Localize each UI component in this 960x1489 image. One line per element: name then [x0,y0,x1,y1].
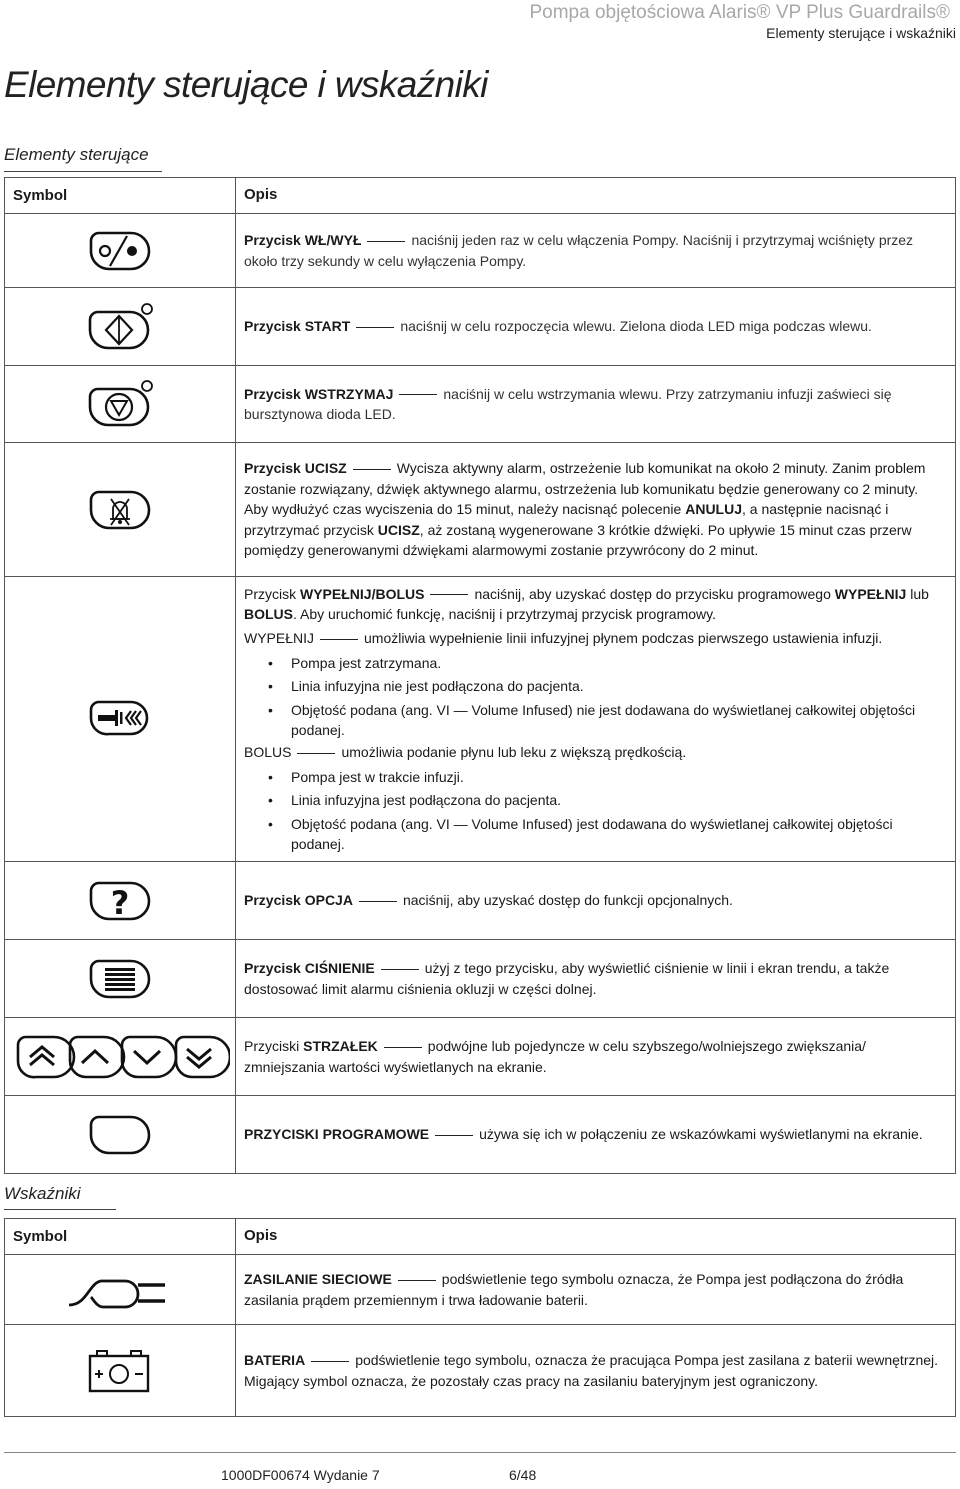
symbol-cell [5,214,236,288]
description-cell [236,1325,956,1417]
double-down-arrow-icon [176,1037,230,1077]
prime-wyp-label: WYPEŁNIJ [244,630,315,647]
table-row-onoff [5,214,956,288]
start-text: naciśnij w celu rozpoczęcia wlewu. Zielona dioda LED miga podczas wlewu. [400,318,872,335]
symbol-column-header: Symbol [5,178,236,214]
battery-label: BATERIA [244,1352,306,1369]
mute-text-2: , a następnie nacisnąć i przytrzymać przycisk [244,501,889,538]
arrow-keys-icon [14,1033,230,1081]
list-item: • Objętość podana (ang. VI — Volume Infused) jest dodawana do wyświetlanej całkowitej objętości podanej. [244,814,945,855]
battery-icon [87,1348,153,1394]
table-row-stop [5,366,956,443]
description-cell [236,1255,956,1325]
symbol-cell [5,577,236,862]
bolus-text: umożliwia podanie płynu lub leku z większą prędkością. [341,744,687,761]
controls-section-title: Elementy sterujące [4,145,149,164]
prime-wypelnij: WYPEŁNIJ [834,585,907,602]
stop-text: naciśnij w celu wstrzymania wlewu. Przy zatrzymaniu infuzji zaświeci się bursztynowa dioda LED. [244,385,892,422]
controls-section-rule [4,171,162,172]
prime-end: . Aby uruchomić funkcję, naciśnij i przytrzymaj przycisk programowy. [293,605,716,622]
footer-rule [4,1452,956,1453]
prime-paragraph-1 [244,584,945,625]
single-up-arrow-icon [70,1037,124,1077]
symbol-cell [5,940,236,1018]
table-row-arrows [5,1018,956,1096]
table-row-softkeys [5,1096,956,1174]
table-row-option [5,862,956,940]
description-cell [236,1096,956,1174]
arrows-label: STRZAŁEK [303,1038,378,1055]
description-cell [236,940,956,1018]
arrows-pre: Przyciski [244,1038,304,1055]
symbol-cell [5,1255,236,1325]
start-label: Przycisk START [244,318,351,335]
mute-ucisz: UCISZ [377,521,420,538]
start-icon [84,302,156,352]
prime-bullet-list [244,653,945,741]
controls-table [4,177,956,1174]
description-cell [236,577,956,862]
table-row-mute [5,443,956,577]
mute-alarm-icon [85,487,155,533]
mute-anuluj: ANULUJ [685,501,742,518]
bolus-label: BOLUS [244,744,292,761]
description-cell [236,214,956,288]
table-row-pressure [5,940,956,1018]
single-down-arrow-icon [122,1037,176,1077]
symbol-cell [5,1018,236,1096]
symbol-cell [5,288,236,366]
battery-text: podświetlenie tego symbolu, oznacza że pracująca Pompa jest zasilana z baterii wewnętrznej. Migający symbol oznacza, że pozostały czas pracy na zasilaniu bateryjnym jest ograniczony. [244,1352,939,1389]
prime-bolus: BOLUS [244,605,293,622]
document-product-header: Pompa objętościowa Alaris® VP Plus Guardrails® [529,2,950,23]
description-column-header: Opis [236,178,956,214]
bolus-paragraph [244,742,945,762]
description-cell [236,443,956,577]
list-item: • Pompa jest w trakcie infuzji. [244,767,945,787]
pressure-label: Przycisk CIŚNIENIE [244,960,375,977]
svg-text:?: ? [110,883,130,922]
option-label: Przycisk OPCJA [244,892,353,909]
question-mark-icon [85,878,155,924]
footer-page-number: 6/48 [509,1467,537,1483]
symbol-cell [5,1096,236,1174]
option-text: naciśnij, aby uzyskać dostęp do funkcji opcjonalnych. [402,892,733,909]
softkeys-label: PRZYCISKI PROGRAMOWE [244,1126,430,1143]
indicators-section-rule [4,1209,116,1210]
bolus-bullet-list [244,767,945,855]
prime-lub: lub [906,585,929,602]
mute-text-3: , aż zostaną wygenerowane 3 krótkie dźwięki. Po upływie 15 minut czas przerw pomiędzy generowanymi dźwiękami alarmowymi zostanie przywrócony do 2 minut. [244,521,912,559]
description-column-header: Opis [236,1219,956,1255]
symbol-column-header: Symbol [5,1219,236,1255]
double-up-arrow-icon [18,1037,74,1077]
description-cell [236,1018,956,1096]
table-row-ac-power [5,1255,956,1325]
description-cell [236,366,956,443]
stop-label: Przycisk WSTRZYMAJ [244,385,394,402]
stop-icon [84,379,156,429]
onoff-label: Przycisk WŁ/WYŁ [244,232,362,249]
indicators-section-title: Wskaźniki [4,1184,81,1203]
mute-text-1: Wycisza aktywny alarm, ostrzeżenie lub komunikat na około 2 minuty. Zanim problem zostanie rozwiązany, dźwięk aktywnego alarmu, ostrzeżenia lub komunikatu będzie generowany co 2 minuty. Aby wydłużyć czas wyciszenia do 15 minut, należy nacisnąć polecenie [244,460,926,518]
mute-label: Przycisk UCISZ [244,460,347,477]
list-item: • Objętość podana (ang. VI — Volume Infused) nie jest dodawana do wyświetlanej całkowitej objętości podanej. [244,700,945,741]
prime-wyp-text: umożliwia wypełnienie linii infuzyjnej płynem podczas pierwszego ustawienia infuzji. [364,630,883,647]
table-row-prime-bolus [5,577,956,862]
arrows-text: podwójne lub pojedyncze w celu szybszego/wolniejszego zwiększania/ zmniejszania wartości wyświetlanych na ekranie. [244,1038,866,1075]
page-title: Elementy sterujące i wskaźniki [4,64,488,105]
softkeys-text: używa się ich w połączeniu ze wskazówkami wyświetlanymi na ekranie. [479,1126,923,1143]
prime-text: naciśnij, aby uzyskać dostęp do przycisku programowego [474,585,835,602]
description-cell [236,288,956,366]
ac-power-plug-icon [65,1269,175,1311]
description-cell [236,862,956,940]
prime-paragraph-2 [244,628,945,648]
onoff-text: naciśnij jeden raz w celu włączenia Pompy. Naciśnij i przytrzymaj wciśnięty przez około trzy sekundy w celu wyłączenia Pompy. [244,232,914,269]
list-item: • Linia infuzyjna nie jest podłączona do pacjenta. [244,676,945,696]
footer-document-number: 1000DF00674 Wydanie 7 [221,1467,380,1483]
symbol-cell [5,862,236,940]
list-item: • Pompa jest zatrzymana. [244,653,945,673]
table-row-battery [5,1325,956,1417]
softkey-icon [85,1112,155,1158]
list-item: • Linia infuzyjna jest podłączona do pacjenta. [244,790,945,810]
symbol-cell [5,1325,236,1417]
pressure-bars-icon [85,956,155,1002]
pressure-text: użyj z tego przycisku, aby wyświetlić ciśnienie w linii i ekran trendu, a także dostosować limit alarmu ciśnienia okluzji w części dolnej. [244,960,890,997]
prime-bolus-icon [85,699,155,739]
indicators-table-header [5,1219,956,1255]
ac-text: podświetlenie tego symbolu oznacza, że Pompa jest podłączona do źródła zasilania prądem przemiennym i trwa ładowanie baterii. [244,1271,904,1308]
indicators-table [4,1218,956,1417]
table-row-start [5,288,956,366]
prime-label: WYPEŁNIJ/BOLUS [300,585,425,602]
power-on-off-icon [85,228,155,274]
document-section-header: Elementy sterujące i wskaźniki [766,25,956,41]
symbol-cell [5,443,236,577]
symbol-cell [5,366,236,443]
prime-pre: Przycisk [244,585,300,602]
ac-label: ZASILANIE SIECIOWE [244,1271,392,1288]
controls-table-header [5,178,956,214]
